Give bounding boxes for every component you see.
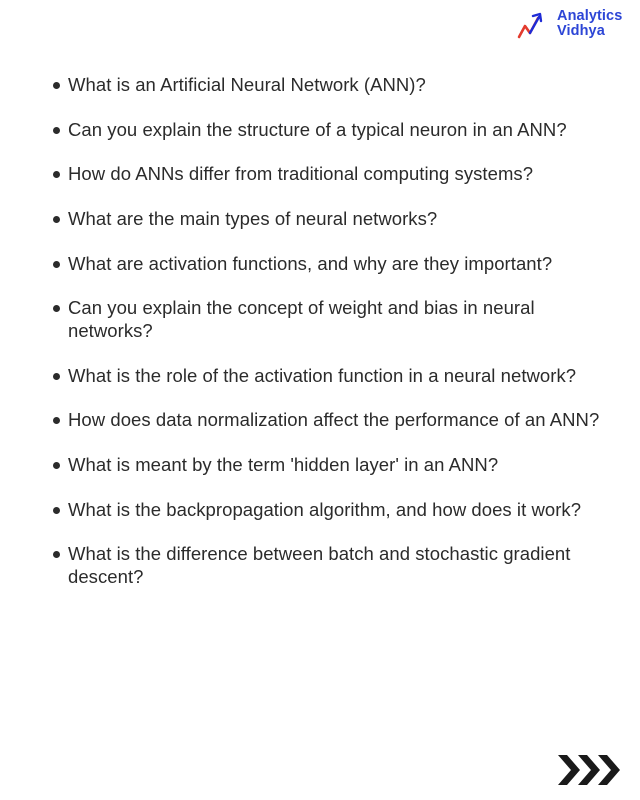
question-text: What is the backpropagation algorithm, and how does it work? [68, 498, 582, 520]
list-item [50, 253, 600, 276]
triple-chevron-right-icon[interactable] [557, 751, 623, 789]
list-item [50, 297, 600, 342]
bullet-icon [53, 462, 60, 469]
list-item [50, 454, 600, 477]
question-text: Can you explain the structure of a typical neuron in an ANN? [68, 118, 567, 140]
list-item [50, 499, 600, 522]
bullet-icon [53, 417, 60, 424]
brand-name [557, 9, 622, 39]
question-text: How does data normalization affect the performance of an ANN? [68, 409, 600, 431]
list-item [50, 365, 600, 388]
question-list [50, 74, 600, 611]
question-text: Can you explain the concept of weight and bias in neural networks? [68, 297, 535, 341]
list-item [50, 543, 600, 588]
trend-arrow-icon [516, 10, 556, 42]
question-text: What is an Artificial Neural Network (ANN)? [68, 74, 426, 95]
brand-logo [516, 8, 636, 42]
bullet-icon [53, 261, 60, 268]
question-text: What is the difference between batch and stochastic gradient descent? [68, 543, 571, 587]
list-item [50, 119, 600, 142]
bullet-icon [53, 551, 60, 558]
question-text: How do ANNs differ from traditional computing systems? [68, 163, 534, 185]
question-text: What are activation functions, and why are they important? [68, 252, 553, 274]
question-text: What is the role of the activation function in a neural network? [68, 364, 577, 386]
brand-name-line2: Vidhya [557, 23, 605, 39]
question-text: What are the main types of neural networks? [68, 208, 438, 230]
question-text: What is meant by the term 'hidden layer' in an ANN? [68, 454, 499, 475]
list-item [50, 163, 600, 186]
list-item [50, 208, 600, 231]
bullet-icon [53, 82, 60, 89]
bullet-icon [53, 127, 60, 134]
bullet-icon [53, 507, 60, 514]
bullet-icon [53, 216, 60, 223]
bullet-icon [53, 305, 60, 312]
list-item [50, 409, 600, 432]
bullet-icon [53, 373, 60, 380]
bullet-icon [53, 171, 60, 178]
list-item [50, 74, 600, 97]
brand-name-line1: Analytics [557, 8, 623, 24]
